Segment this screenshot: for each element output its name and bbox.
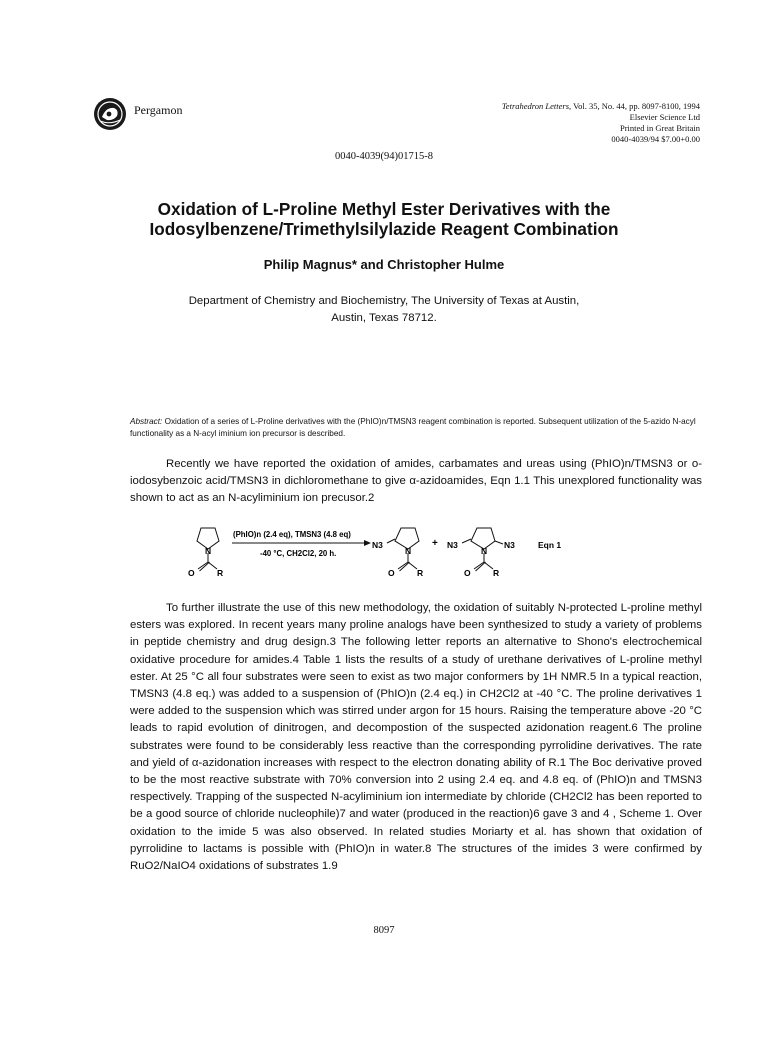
product1-n-label: N <box>405 546 412 556</box>
paper-title <box>60 199 708 239</box>
equation-label: Eqn 1 <box>538 540 562 550</box>
product2-n3-left-label: N3 <box>447 540 458 550</box>
product2-o-label: O <box>464 568 471 578</box>
reaction-scheme-eqn-1 <box>186 522 626 584</box>
product-1-structure <box>387 528 419 571</box>
journal-info <box>502 101 700 145</box>
document-code: 0040-4039(94)01715-8 <box>335 151 433 162</box>
authors: Philip Magnus* and Christopher Hulme <box>263 257 505 272</box>
body-paragraph-2-block <box>130 600 702 875</box>
journal-citation <box>502 101 700 112</box>
publisher-line: Elsevier Science Ltd <box>629 112 700 122</box>
body-paragraph-2: To further illustrate the use of this new methodology, the oxidation of suitably N-protected L-proline methyl esters was explored. In recent years many proline analogs have been synthesized to study a variety of problems in peptide chemistry and drug design.3 The following letter reports an alternative to Shono's electrochemical oxidative procedure for amides.4 Table 1 lists the results of a study of urethane derivatives of L-proline methyl ester. At 25 °C all four substrates were seen to exist as two major conformers by 1H NMR.5 In a typical reaction, TMSN3 (4.8 eq.) was added to a suspension of (PhIO)n (2.4 eq.) in CH2Cl2 at -40 °C. The proline derivatives 1 were added to the suspension which was stirred under argon for 15 hours. Raising the temperature above -20 °C leads to rapid evolution of dinitrogen, and decompostion of the suspected azidonation reagent.6 The proline substrates were found to be considerably less reactive than the corresponding pyrrolidine derivatives. The rate and yield of α-azidonation increases with respect to the electron donating ability of R.1 The Boc derivative proved to be the most reactive substrate with 70% conversion into 2 using 2.4 eq. and 4.8 eq. of (PhIO)n and TMSN3 respectively. Trapping of the suspected N-acyliminium ion intermediate by chloride (CH2Cl2 has been reported to be a good source of chloride nucleophile)7 and water (produced in the reaction)6 gave 3 and 4 , Scheme 1. Over oxidation to the imide 5 was also observed. In related studies Moriarty et al. has shown that oxidation of pyrrolidine to lactams is possible with (PhIO)n in water.8 The structures of the imides 3 were confirmed by RuO2/NaIO4 oxidations of substrates 1.9 <box>130 602 702 873</box>
affiliation-line-1: Department of Chemistry and Biochemistry, The University of Texas at Austin, <box>188 295 580 307</box>
product1-r-label: R <box>417 568 424 578</box>
abstract-lead: Abstract: <box>130 417 163 426</box>
abstract <box>130 416 700 440</box>
reagents-top: (PhIO)n (2.4 eq), TMSN3 (4.8 eq) <box>233 530 351 539</box>
reactant-n-label: N <box>205 546 212 556</box>
product2-n3-right-label: N3 <box>504 540 515 550</box>
abstract-text: Oxidation of a series of L-Proline derivatives with the (PhIO)n/TMSN3 reagent combination is reported. Subsequent utilization of the 5-azido N-acyl functionality as a N-acyl iminium ion precursor is described. <box>130 417 696 438</box>
plus-sign: + <box>432 538 438 549</box>
price-line: 0040-4039/94 $7.00+0.00 <box>611 134 700 144</box>
product1-o-label: O <box>388 568 395 578</box>
reactant-r-label: R <box>217 568 224 578</box>
title-line-2: Iodosylbenzene/Trimethylsilylazide Reagent Combination <box>149 219 619 239</box>
reagents-bottom: -40 °C, CH2Cl2, 20 h. <box>260 549 337 558</box>
journal-name: Tetrahedron Letters <box>501 101 570 111</box>
reactant-o-label: O <box>188 568 195 578</box>
publisher-name: Pergamon <box>134 103 183 117</box>
product1-n3-label: N3 <box>372 540 383 550</box>
affiliation-line-2: Austin, Texas 78712. <box>331 312 437 324</box>
journal-details: , Vol. 35, No. 44, pp. 8097-8100, 1994 <box>569 101 700 111</box>
product2-r-label: R <box>493 568 500 578</box>
arrowhead-icon <box>364 540 371 546</box>
body-paragraph-1-block <box>130 456 702 508</box>
affiliation <box>60 293 708 327</box>
title-line-1: Oxidation of L-Proline Methyl Ester Derivatives with the <box>157 199 611 219</box>
body-paragraph-1: Recently we have reported the oxidation of amides, carbamates and ureas using (PhIO)n/TMSN3 or o-iodosybenzoic acid/TMSN3 in dichloromethane to give α-azidoamides, Eqn 1.1 This unexplored functionality was shown to act as an N-acyliminium ion precusor.2 <box>130 458 702 505</box>
page-number: 8097 <box>373 925 395 936</box>
printed-line: Printed in Great Britain <box>619 123 700 133</box>
pergamon-logo-icon <box>93 97 127 131</box>
product2-n-label: N <box>481 546 488 556</box>
